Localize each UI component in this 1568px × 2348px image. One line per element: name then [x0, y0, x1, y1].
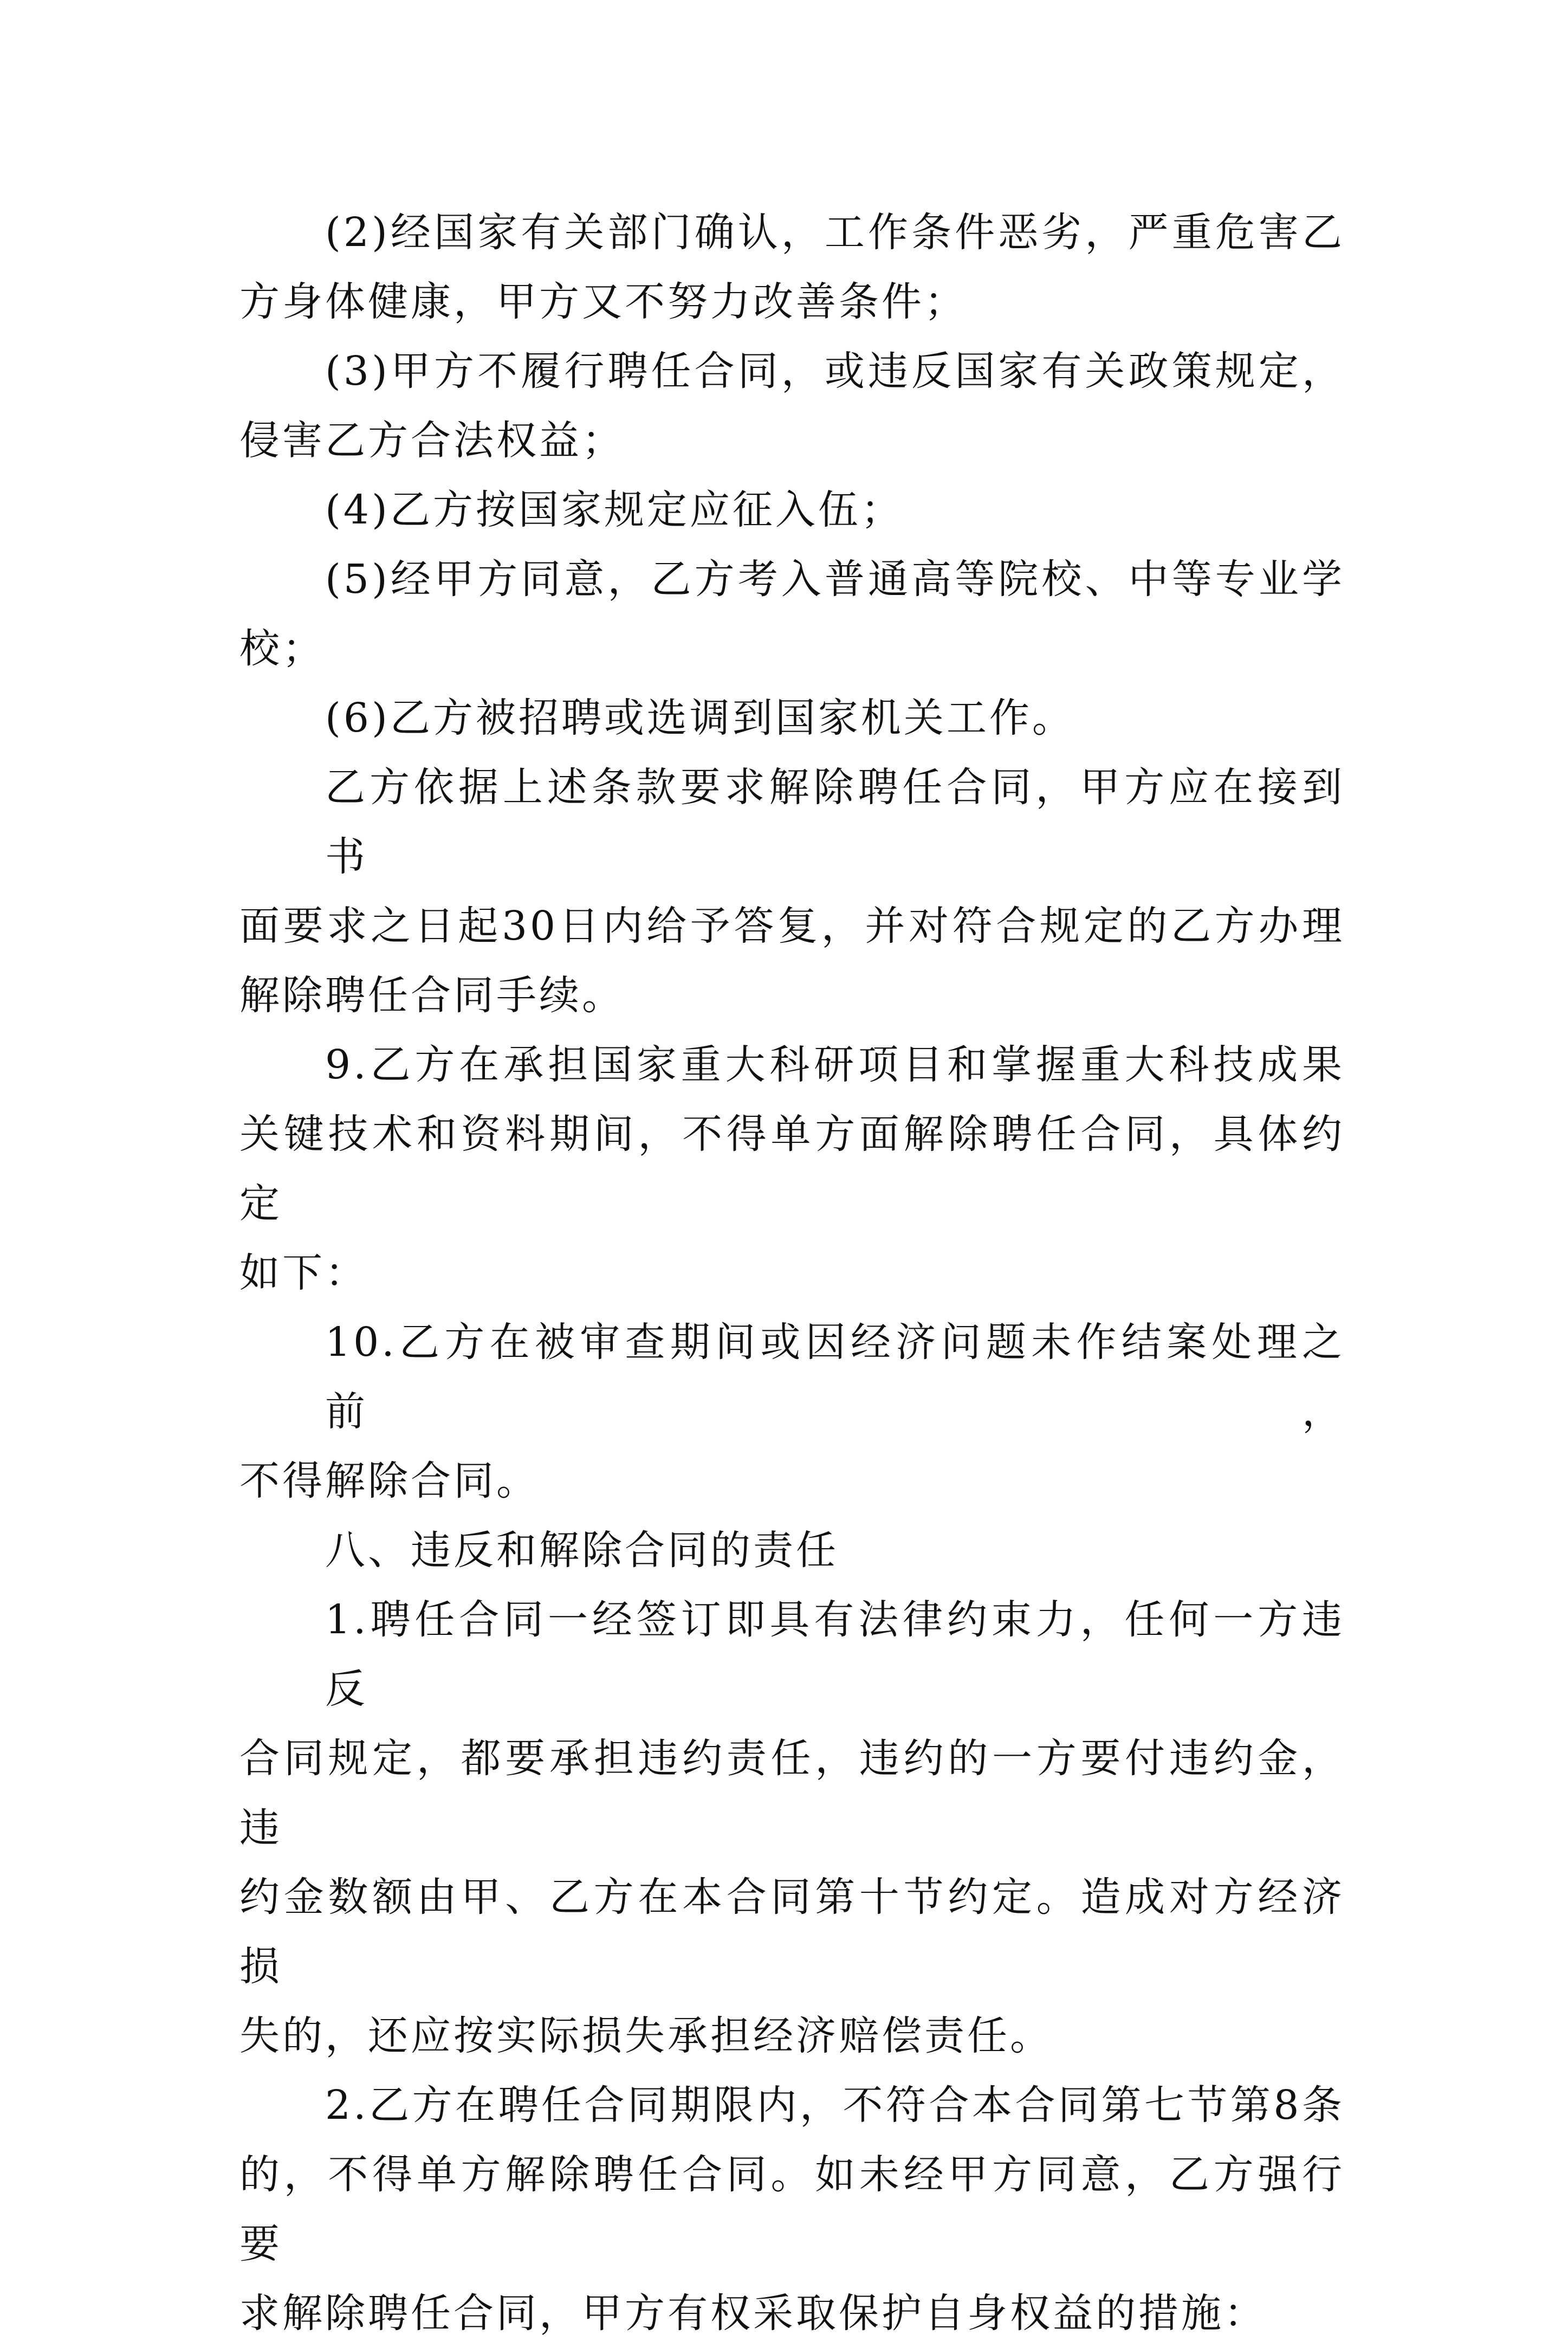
text-line: 9.乙方在承担国家重大科研项目和掌握重大科技成果 — [325, 1042, 1345, 1088]
text-line: 校； — [239, 625, 325, 672]
text-line: (3)甲方不履行聘任合同，或违反国家有关政策规定， — [325, 348, 1345, 394]
text-line: (2)经国家有关部门确认，工作条件恶劣，严重危害乙 — [325, 209, 1345, 256]
text-line: (6)乙方被招聘或选调到国家机关工作。 — [325, 695, 1075, 741]
text-line: 关键技术和资料期间，不得单方面解除聘任合同，具体约定 — [239, 1111, 1345, 1227]
text-line: 方身体健康，甲方又不努力改善条件； — [239, 279, 967, 325]
text-line: 如下： — [239, 1250, 368, 1296]
text-line: 合同规定，都要承担违约责任，违约的一方要付违约金，违 — [239, 1735, 1345, 1851]
text-line: 求解除聘任合同，甲方有权采取保护自身权益的措施： — [239, 2290, 1267, 2337]
text-line: 乙方依据上述条款要求解除聘任合同，甲方应在接到书 — [325, 764, 1345, 880]
text-line: 不得解除合同。 — [239, 1458, 539, 1504]
text-line: 失的，还应按实际损失承担经济赔偿责任。 — [239, 2013, 1053, 2059]
text-line: 解除聘任合同手续。 — [239, 972, 625, 1019]
text-line: (4)乙方按国家规定应征入伍； — [325, 487, 904, 533]
text-line: 10.乙方在被审查期间或因经济问题未作结案处理之前， — [325, 1319, 1345, 1435]
text-line: 面要求之日起30日内给予答复，并对符合规定的乙方办理 — [239, 903, 1345, 949]
text-line: 约金数额由甲、乙方在本合同第十节约定。造成对方经济损 — [239, 1874, 1345, 1990]
text-line: 的，不得单方解除聘任合同。如未经甲方同意，乙方强行要 — [239, 2151, 1345, 2267]
document-body — [239, 198, 1345, 2348]
section-heading: 八、违反和解除合同的责任 — [325, 1527, 839, 1574]
text-line: 2.乙方在聘任合同期限内，不符合本合同第七节第8条 — [325, 2082, 1345, 2129]
text-line: 1.聘任合同一经签订即具有法律约束力，任何一方违反 — [325, 1596, 1345, 1712]
text-line: (5)经甲方同意，乙方考入普通高等院校、中等专业学 — [325, 556, 1345, 603]
text-line: 侵害乙方合法权益； — [239, 417, 625, 464]
